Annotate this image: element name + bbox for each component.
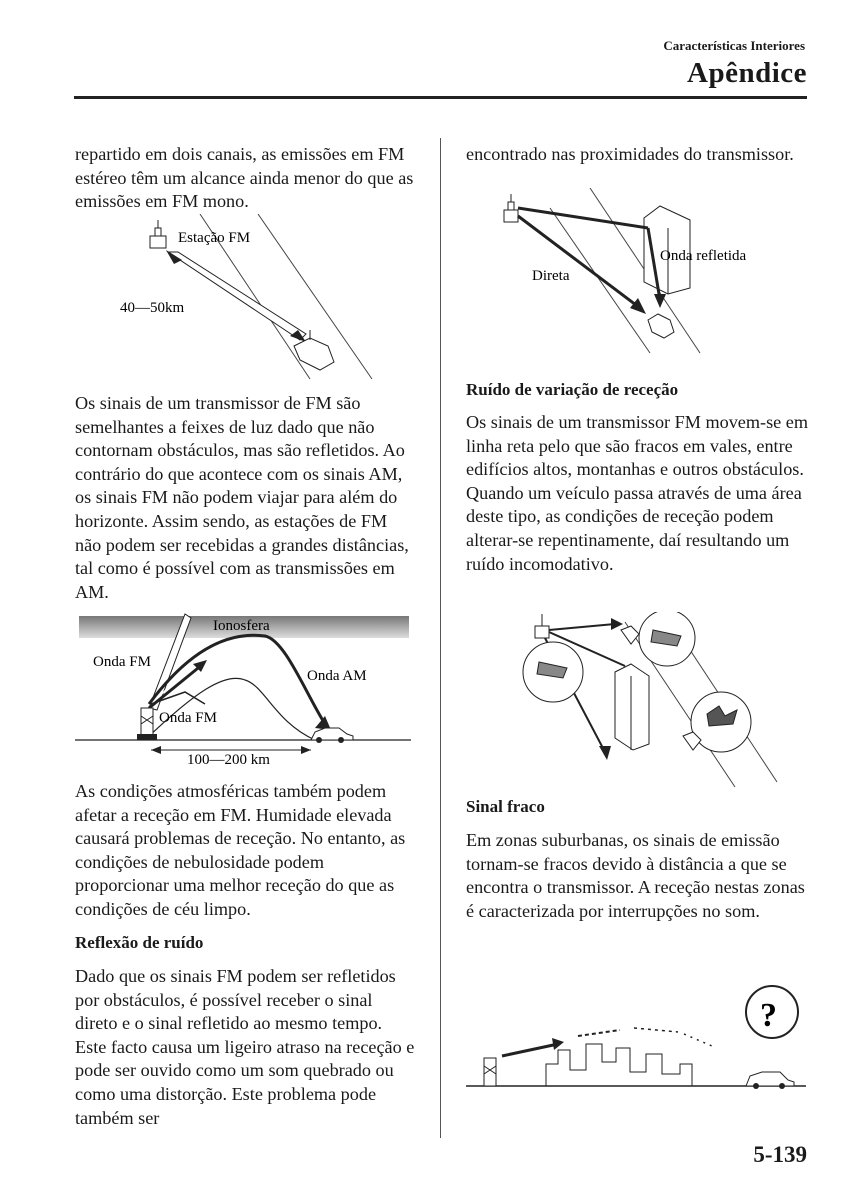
fm-wave-label-top: Onda FM — [93, 654, 151, 670]
car-icon — [648, 314, 674, 338]
left-paragraph-3: As condições atmosféricas também podem afetar a receção em FM. Humidade elevada causará problemas de receção. No entanto, as condições de nebulosidade podem proporcionar uma melhor receção do que as condições de céu limpo. — [75, 781, 406, 919]
fm-am-propagation-figure — [75, 612, 415, 772]
fm-wave-label-low: Onda FM — [159, 710, 217, 726]
flutter-heading: Ruído de variação de receção — [466, 380, 679, 399]
reception-flutter-figure — [515, 612, 785, 792]
question-mark: ? — [760, 997, 777, 1034]
direct-path-arrow — [518, 216, 640, 308]
weak-signal-heading: Sinal fraco — [466, 797, 545, 816]
header-rule — [74, 96, 807, 99]
right-paragraph-1: encontrado nas proximidades do transmissor. — [466, 144, 794, 164]
page-number: 5-139 — [753, 1142, 807, 1167]
right-paragraph-2: Os sinais de um transmissor FM movem-se em linha reta pelo que são fracos em vales, entre edifícios altos, montanhas e outros obstáculos. Quando um veículo passa através de uma área deste tipo, as condições de receção podem alterar-se repentinamente, daí resultando um ruído incomodativo. — [466, 412, 809, 574]
station-label: Estação FM — [178, 230, 251, 246]
am-wave-label: Onda AM — [307, 668, 367, 684]
car-icon — [746, 1072, 794, 1089]
distance-label: 40—50km — [120, 300, 185, 316]
fm-station-icon — [150, 220, 166, 248]
right-paragraph-3: Em zonas suburbanas, os sinais de emissão tornam-se fracos devido à distância a que se encontra o transmissor. A receção nestas zonas é caracterizada por interrupções no som. — [466, 830, 805, 921]
double-arrow — [166, 250, 306, 342]
page-title: Apêndice — [687, 57, 807, 89]
section-subtitle: Características Interiores — [663, 38, 805, 53]
transmitter-icon — [535, 614, 549, 638]
direct-label: Direta — [532, 268, 570, 284]
transmitter-tower-icon — [137, 708, 157, 740]
ionosphere-label: Ionosfera — [213, 618, 270, 634]
column-divider — [440, 138, 441, 1138]
distance-label: 100—200 km — [187, 752, 270, 768]
transmitter-tower-icon — [484, 1058, 496, 1086]
reflected-path-arrow-1 — [518, 208, 648, 228]
building-icon — [615, 664, 649, 750]
left-paragraph-4: Dado que os sinais FM podem ser refletidos por obstáculos, é possível receber o sinal direto e o sinal refletido ao mesmo tempo. Este facto causa um ligeiro atraso na receção e pode ser ouvido como um som quebrado ou como uma distorção. Este problema pode também ser — [75, 966, 415, 1128]
noise-reflection-heading: Reflexão de ruído — [75, 933, 204, 952]
reflected-wave-label: Onda refletida — [660, 248, 747, 264]
left-paragraph-2: Os sinais de um transmissor de FM são semelhantes a feixes de luz dado que não contornam obstáculos, mas são refletidos. Ao contrário do que acontece com os sinais AM, os sinais FM não podem viajar para além do horizonte. Assim sendo, as estações de FM não podem ser recebidas a grandes distâncias, tal como é possível com as transmissões em AM. — [75, 393, 409, 602]
fm-station-range-figure — [110, 214, 380, 384]
car-icon — [311, 728, 353, 743]
transmitter-icon — [504, 194, 518, 222]
reflected-wave-figure — [490, 188, 800, 358]
signal-arrow — [502, 1044, 558, 1056]
city-skyline — [546, 1044, 692, 1086]
weak-signal-figure — [466, 984, 811, 1096]
left-paragraph-1: repartido em dois canais, as emissões em FM estéreo têm um alcance ainda menor do que as emissões em FM mono. — [75, 144, 414, 212]
